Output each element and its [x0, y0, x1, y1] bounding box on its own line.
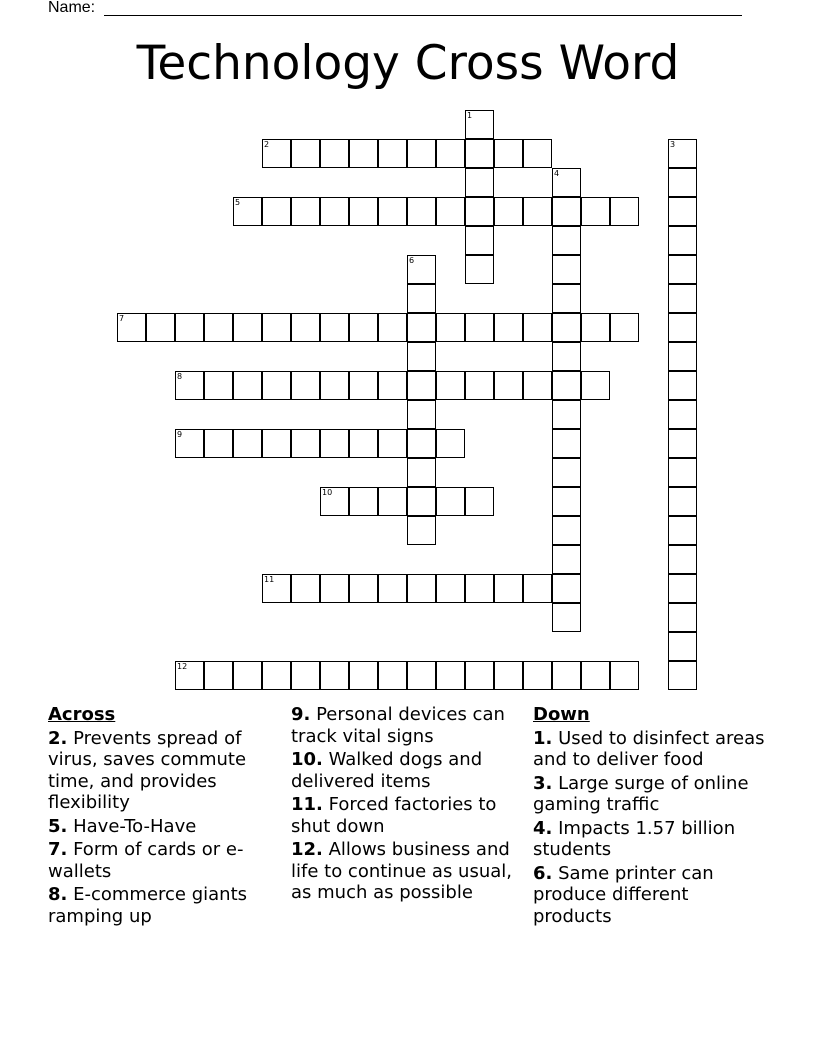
grid-cell[interactable]	[262, 661, 291, 690]
grid-cell[interactable]	[233, 429, 262, 458]
clue-number-label: 6.	[533, 862, 553, 884]
grid-cell[interactable]	[233, 313, 262, 342]
grid-cell[interactable]	[436, 487, 465, 516]
clue-text: Allows business and life to continue as usual, as much as possible	[291, 839, 512, 903]
grid-cell[interactable]	[175, 661, 204, 690]
grid-cell[interactable]	[320, 139, 349, 168]
grid-cell[interactable]	[407, 458, 436, 487]
grid-cell[interactable]	[320, 429, 349, 458]
grid-cell[interactable]	[407, 400, 436, 429]
clue-text: Prevents spread of virus, saves commute time, and provides flexibility	[48, 727, 247, 813]
clue-number-label: 4.	[533, 817, 553, 839]
grid-cell[interactable]	[204, 371, 233, 400]
grid-cell[interactable]	[378, 574, 407, 603]
grid-cell[interactable]	[291, 661, 320, 690]
grid-cell[interactable]	[668, 400, 697, 429]
grid-cell[interactable]	[436, 139, 465, 168]
grid-cell[interactable]	[291, 197, 320, 226]
clue-number-label: 3.	[533, 772, 553, 794]
clue-number: 4	[554, 169, 560, 178]
grid-cell[interactable]	[349, 313, 378, 342]
grid-cell[interactable]	[436, 574, 465, 603]
down-clues-column	[533, 704, 765, 929]
grid-cell[interactable]	[291, 139, 320, 168]
grid-cell[interactable]	[291, 574, 320, 603]
clue-number-label: 8.	[48, 884, 68, 905]
grid-cell[interactable]	[668, 632, 697, 661]
clue-number-label: 10.	[291, 749, 323, 770]
grid-cell[interactable]	[204, 429, 233, 458]
grid-cell[interactable]	[407, 371, 436, 400]
clue-text: E-commerce giants ramping up	[48, 884, 248, 927]
grid-cell[interactable]	[552, 516, 581, 545]
grid-cell[interactable]	[465, 487, 494, 516]
clue-number: 2	[264, 140, 270, 149]
clue-item	[48, 884, 276, 927]
grid-cell[interactable]	[407, 139, 436, 168]
grid-cell[interactable]	[552, 661, 581, 690]
grid-cell[interactable]	[407, 255, 436, 284]
grid-cell[interactable]	[552, 226, 581, 255]
grid-cell[interactable]	[552, 342, 581, 371]
grid-cell[interactable]	[668, 545, 697, 574]
clue-number: 11	[264, 575, 275, 584]
grid-cell[interactable]	[320, 574, 349, 603]
grid-cell[interactable]	[262, 139, 291, 168]
grid-cell[interactable]	[494, 574, 523, 603]
grid-cell[interactable]	[291, 429, 320, 458]
grid-cell[interactable]	[262, 313, 291, 342]
grid-cell[interactable]	[668, 458, 697, 487]
grid-cell[interactable]	[668, 313, 697, 342]
grid-cell[interactable]	[610, 661, 639, 690]
grid-cell[interactable]	[668, 139, 697, 168]
grid-cell[interactable]	[436, 661, 465, 690]
grid-cell[interactable]	[494, 197, 523, 226]
grid-cell[interactable]	[175, 429, 204, 458]
grid-cell[interactable]	[465, 574, 494, 603]
grid-cell[interactable]	[552, 371, 581, 400]
grid-cell[interactable]	[378, 429, 407, 458]
across-clues-column	[48, 704, 276, 929]
clue-number-label: 12.	[291, 839, 323, 860]
grid-cell[interactable]	[407, 574, 436, 603]
grid-cell[interactable]	[610, 313, 639, 342]
grid-cell[interactable]	[407, 429, 436, 458]
grid-cell[interactable]	[436, 371, 465, 400]
grid-cell[interactable]	[291, 371, 320, 400]
grid-cell[interactable]	[349, 429, 378, 458]
grid-cell[interactable]	[349, 661, 378, 690]
grid-cell[interactable]	[552, 574, 581, 603]
grid-cell[interactable]	[668, 516, 697, 545]
grid-cell[interactable]	[378, 487, 407, 516]
grid-cell[interactable]	[436, 197, 465, 226]
grid-cell[interactable]	[320, 371, 349, 400]
clue-number: 5	[235, 198, 241, 207]
clue-item	[48, 816, 276, 838]
grid-cell[interactable]	[175, 371, 204, 400]
grid-cell[interactable]	[204, 313, 233, 342]
clue-text: Have-To-Have	[67, 815, 197, 837]
grid-cell[interactable]	[349, 139, 378, 168]
clue-number: 10	[322, 488, 333, 497]
clue-item	[291, 794, 519, 837]
grid-cell[interactable]	[494, 313, 523, 342]
grid-cell[interactable]	[552, 429, 581, 458]
grid-cell[interactable]	[407, 197, 436, 226]
grid-cell[interactable]	[407, 487, 436, 516]
clue-number-label: 5.	[48, 815, 68, 837]
grid-cell[interactable]	[668, 342, 697, 371]
grid-cell[interactable]	[320, 487, 349, 516]
grid-cell[interactable]	[407, 661, 436, 690]
grid-cell[interactable]	[552, 458, 581, 487]
grid-cell[interactable]	[581, 313, 610, 342]
clue-item	[48, 839, 276, 882]
clue-number: 6	[409, 256, 415, 265]
grid-cell[interactable]	[465, 139, 494, 168]
grid-cell[interactable]	[668, 661, 697, 690]
grid-cell[interactable]	[233, 197, 262, 226]
clue-number: 3	[670, 140, 676, 149]
clue-number-label: 7.	[48, 839, 68, 860]
grid-cell[interactable]	[407, 342, 436, 371]
grid-cell[interactable]	[668, 284, 697, 313]
clue-number: 9	[177, 430, 183, 439]
clue-text: Personal devices can track vital signs	[291, 704, 505, 747]
grid-cell[interactable]	[523, 197, 552, 226]
grid-cell[interactable]	[204, 661, 233, 690]
clue-number-label: 2.	[48, 727, 68, 749]
grid-cell[interactable]	[523, 313, 552, 342]
across-clues-continued	[291, 704, 519, 906]
grid-cell[interactable]	[465, 226, 494, 255]
grid-cell[interactable]	[668, 371, 697, 400]
clue-text: Forced factories to shut down	[291, 794, 497, 837]
grid-cell[interactable]	[465, 110, 494, 139]
clue-number-label: 1.	[533, 727, 553, 749]
grid-cell[interactable]	[378, 197, 407, 226]
grid-cell[interactable]	[378, 313, 407, 342]
grid-cell[interactable]	[175, 313, 204, 342]
grid-cell[interactable]	[233, 661, 262, 690]
page-title: Technology Cross Word	[136, 36, 680, 91]
clue-text: Form of cards or e-wallets	[48, 839, 244, 882]
grid-cell[interactable]	[668, 487, 697, 516]
down-heading: Down	[533, 704, 590, 725]
grid-cell[interactable]	[407, 516, 436, 545]
grid-cell[interactable]	[320, 197, 349, 226]
clue-item	[533, 728, 765, 771]
grid-cell[interactable]	[494, 139, 523, 168]
grid-cell[interactable]	[523, 661, 552, 690]
grid-cell[interactable]	[407, 313, 436, 342]
grid-cell[interactable]	[349, 574, 378, 603]
grid-cell[interactable]	[436, 429, 465, 458]
grid-cell[interactable]	[262, 197, 291, 226]
clue-item	[533, 773, 765, 816]
clue-item	[533, 863, 765, 928]
grid-cell[interactable]	[378, 139, 407, 168]
grid-cell[interactable]	[552, 603, 581, 632]
grid-cell[interactable]	[552, 487, 581, 516]
grid-cell[interactable]	[320, 661, 349, 690]
grid-cell[interactable]	[465, 197, 494, 226]
grid-cell[interactable]	[436, 313, 465, 342]
grid-cell[interactable]	[581, 661, 610, 690]
grid-cell[interactable]	[262, 429, 291, 458]
grid-cell[interactable]	[146, 313, 175, 342]
name-label: Name:	[48, 0, 96, 16]
grid-cell[interactable]	[581, 371, 610, 400]
grid-cell[interactable]	[552, 400, 581, 429]
grid-cell[interactable]	[262, 371, 291, 400]
grid-cell[interactable]	[523, 371, 552, 400]
grid-cell[interactable]	[668, 574, 697, 603]
grid-cell[interactable]	[320, 313, 349, 342]
grid-cell[interactable]	[523, 139, 552, 168]
grid-cell[interactable]	[552, 255, 581, 284]
clue-text: Used to disinfect areas and to deliver food	[533, 727, 765, 770]
grid-cell[interactable]	[668, 197, 697, 226]
grid-cell[interactable]	[465, 255, 494, 284]
grid-cell[interactable]	[552, 197, 581, 226]
grid-cell[interactable]	[349, 371, 378, 400]
grid-cell[interactable]	[552, 284, 581, 313]
grid-cell[interactable]	[668, 168, 697, 197]
grid-cell[interactable]	[668, 226, 697, 255]
clue-number: 7	[119, 314, 125, 323]
clue-text: Impacts 1.57 billion students	[533, 817, 736, 860]
grid-cell[interactable]	[610, 197, 639, 226]
grid-cell[interactable]	[465, 371, 494, 400]
grid-cell[interactable]	[494, 661, 523, 690]
clue-item	[48, 728, 276, 814]
clue-text: Same printer can produce different products	[533, 862, 714, 927]
grid-cell[interactable]	[494, 371, 523, 400]
grid-cell[interactable]	[668, 429, 697, 458]
grid-cell[interactable]	[291, 313, 320, 342]
clue-number: 12	[177, 662, 188, 671]
clue-item	[291, 704, 519, 747]
grid-cell[interactable]	[552, 545, 581, 574]
across-heading: Across	[48, 704, 116, 725]
clue-item	[533, 818, 765, 861]
clue-number: 8	[177, 372, 183, 381]
grid-cell[interactable]	[465, 168, 494, 197]
grid-cell[interactable]	[233, 371, 262, 400]
grid-cell[interactable]	[523, 574, 552, 603]
clue-text: Walked dogs and delivered items	[291, 749, 483, 792]
clue-number-label: 9.	[291, 704, 311, 725]
clue-item	[291, 749, 519, 792]
grid-cell[interactable]	[465, 661, 494, 690]
grid-cell[interactable]	[581, 197, 610, 226]
grid-cell[interactable]	[668, 603, 697, 632]
grid-cell[interactable]	[465, 313, 494, 342]
grid-cell[interactable]	[552, 168, 581, 197]
grid-cell[interactable]	[668, 255, 697, 284]
grid-cell[interactable]	[552, 313, 581, 342]
clue-text: Large surge of online gaming traffic	[533, 772, 749, 815]
clue-number-label: 11.	[291, 794, 323, 815]
grid-cell[interactable]	[349, 197, 378, 226]
grid-cell[interactable]	[262, 574, 291, 603]
grid-cell[interactable]	[407, 284, 436, 313]
clue-number: 1	[467, 111, 473, 120]
grid-cell[interactable]	[378, 371, 407, 400]
grid-cell[interactable]	[378, 661, 407, 690]
clue-item	[291, 839, 519, 904]
grid-cell[interactable]	[349, 487, 378, 516]
grid-cell[interactable]	[117, 313, 146, 342]
